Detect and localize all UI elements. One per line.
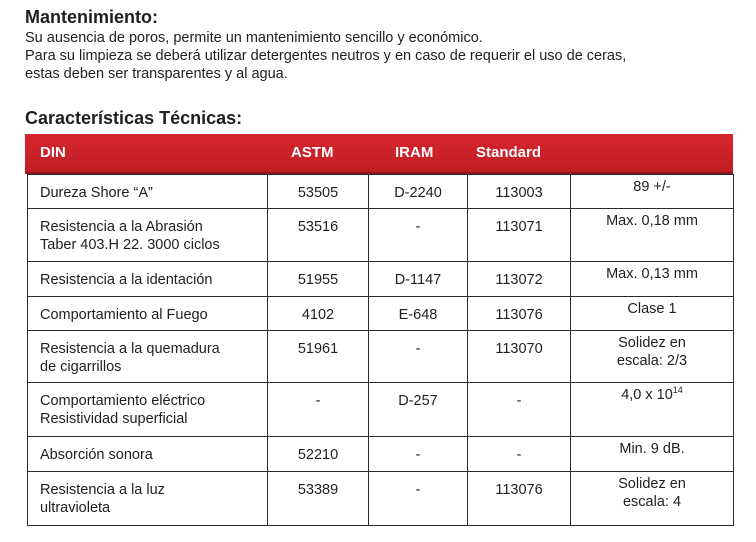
row-standard: 113072 [468,262,571,297]
header-iram: IRAM [395,144,434,161]
row-iram: D-2240 [369,175,468,209]
row-standard: - [468,437,571,472]
table-row [28,262,734,297]
row-value: 4,0 x $10^{14}$ [571,383,734,437]
row-value: Max. 0,13 mm [571,262,734,297]
row-name: Resistencia a la Abrasión Taber 403.H 22. 3000 ciclos [28,209,268,262]
table-row [28,472,734,526]
row-iram: - [369,331,468,383]
row-iram: - [369,437,468,472]
row-value: Min. 9 dB. [571,437,734,472]
table-row [28,383,734,437]
row-iram: E-648 [369,297,468,331]
row-iram: D-257 [369,383,468,437]
table-row [28,331,734,383]
table-row [28,297,734,331]
row-standard: 113003 [468,175,571,209]
row-standard: 113076 [468,297,571,331]
row-value: Max. 0,18 mm [571,209,734,262]
row-value: Solidez en escala: 4 [571,472,734,526]
row-name: Resistencia a la luz ultravioleta [28,472,268,526]
row-name: Resistencia a la quemadura de cigarrillos [28,331,268,383]
row-astm: - [268,383,369,437]
row-iram: - [369,472,468,526]
maintenance-text [25,29,745,83]
table-header-bar [25,134,733,174]
row-astm: 51955 [268,262,369,297]
row-astm: 53505 [268,175,369,209]
specs-title: Características Técnicas: [25,108,243,128]
row-standard: 113070 [468,331,571,383]
row-iram: D-1147 [369,262,468,297]
row-standard: - [468,383,571,437]
row-astm: 51961 [268,331,369,383]
row-astm: 52210 [268,437,369,472]
row-value: Solidez en escala: 2/3 [571,331,734,383]
row-name: Comportamiento al Fuego [28,297,268,331]
table-row [28,209,734,262]
header-din: DIN [40,144,66,161]
row-astm: 4102 [268,297,369,331]
row-value: Clase 1 [571,297,734,331]
row-name: Comportamiento eléctrico Resistividad superficial [28,383,268,437]
row-iram: - [369,209,468,262]
maintenance-title: Mantenimiento: [25,7,158,27]
specs-table [27,174,734,526]
row-standard: 113076 [468,472,571,526]
maintenance-line: estas deben ser transparentes y al agua. [25,66,288,82]
table-row [28,437,734,472]
row-standard: 113071 [468,209,571,262]
maintenance-line: Para su limpieza se deberá utilizar detergentes neutros y en caso de requerir el uso de ceras, [25,48,627,64]
row-astm: 53389 [268,472,369,526]
row-name: Resistencia a la identación [28,262,268,297]
header-astm: ASTM [291,144,334,161]
row-value: 89 +/- [571,175,734,209]
table-row [28,175,734,209]
header-standard: Standard [476,144,542,161]
row-astm: 53516 [268,209,369,262]
row-name: Absorción sonora [28,437,268,472]
maintenance-line: Su ausencia de poros, permite un mantenimiento sencillo y económico. [25,30,483,46]
row-name: Dureza Shore “A” [28,175,268,209]
